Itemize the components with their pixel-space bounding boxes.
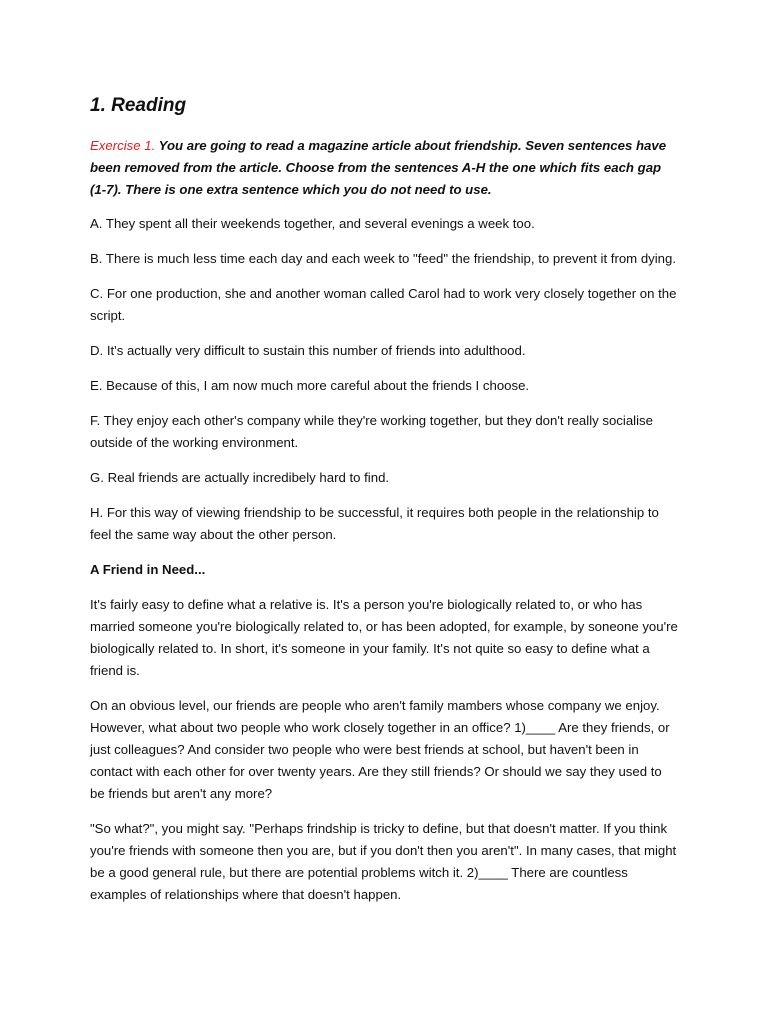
exercise-label: Exercise 1. [90, 138, 156, 153]
option-a: A. They spent all their weekends together, and several evenings a week too. [90, 216, 535, 231]
option-c: C. For one production, she and another woman called Carol had to work very closely together on the script. [90, 286, 677, 323]
article-paragraph-1: It's fairly easy to define what a relative is. It's a person you're biologically related to, or who has married someone you're biologically related to, or has been adopted, for example, by sonеone you're biologically related to. In short, it's someone in your family. It's not quite so easy to define what a friend is. [90, 597, 678, 678]
option-b: B. There is much less time each day and each week to "feed" the friendship, to prevent it from dying. [90, 251, 677, 266]
option-e: E. Because of this, I am now much more careful about the friends I choose. [90, 378, 530, 393]
exercise-text: You are going to read a magazine article about friendship. Seven sentences have been removed from the article. Choose from the sentences A-H the one which fits each gap (1-7). There is one extra sentence which you do not need to use. [90, 138, 667, 197]
article-title: A Friend in Need... [90, 562, 206, 577]
option-g: G. Real friends are actually incredibely hard to find. [90, 470, 390, 485]
exercise-instructions [90, 135, 680, 201]
option-d: D. It's actually very difficult to sustain this number of friends into adulthood. [90, 343, 526, 358]
section-heading: 1. Reading [90, 95, 187, 116]
option-h: H. For this way of viewing friendship to be successful, it requires both people in the relationship to feel the same way about the other person. [90, 505, 659, 542]
option-f: F. They enjoy each other's company while they're working together, but they don't really socialise outside of the working environment. [90, 413, 653, 450]
article-paragraph-3: "So what?", you might say. "Perhaps frindship is tricky to define, but that doesn't matter. If you think you're friends with someone then you are, but if you don't then you aren't". In many cases, that might be a good general rule, but there are potential problems witch it. 2)____ There are countless examples of relationships where that doesn't happen. [90, 821, 677, 902]
article-paragraph-2: On an obvious level, our friends are people who aren't family mambers whose company we enjoy. However, what about two people who work closely together in an office? 1)____ Are they friends, or just colleagues? And consider two people who were best friends at school, but haven't been in contact with each other for over twenty years. Are they still friends? Or should we say they used to be friends but aren't any more? [90, 698, 670, 801]
